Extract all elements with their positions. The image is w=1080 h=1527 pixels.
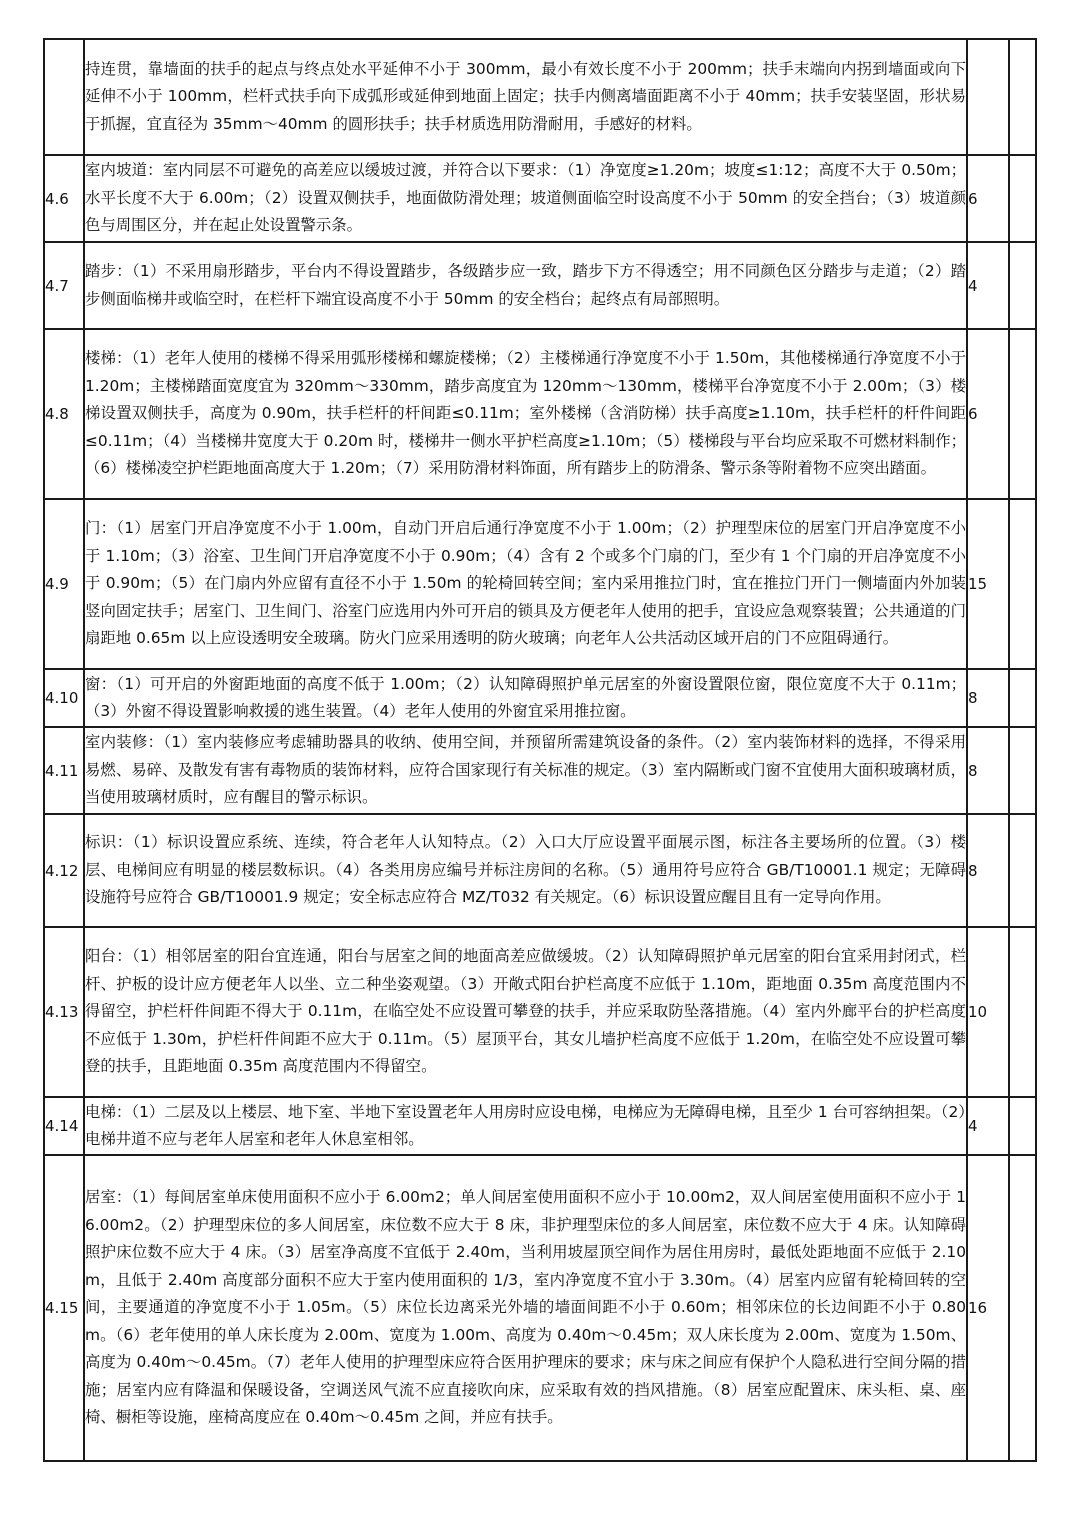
item-text: 标识：（1）标识设置应系统、连续，符合老年人认知特点。（2）入口大厅应设置平面展示图，标注各主要场所的位置。（3）楼层、电梯间应有明显的楼层数标识。（4）各类用房应编号并标注房间的名称。（5）通用符号应符合 GB/T10001.1 规定；无障碍设施符号应符合 GB/T10001.9 规定；安全标志应符合 MZ/T032 有关规定。（6）标识设置应醒目且有一定导向作用。 <box>84 814 967 927</box>
item-text: 居室：（1）每间居室单床使用面积不应小于 6.00m2；单人间居室使用面积不应小于 10.00m2，双人间居室使用面积不应小于 16.00m2。（2）护理型床位的多人间居室，床位数不应大于 8 床，非护理型床位的多人间居室，床位数不应大于 4 床。认知障碍照护床位数不应大于 4 床。（3）居室净高度不宜低于 2.40m，当利用坡屋顶空间作为居住用房时，最低处距地面不应低于 2.10m，且低于 2.40m 高度部分面积不应大于室内使用面积的 1/3，室内净宽度不宜小于 3.30m。（4）居室内应留有轮椅回转的空间，主要通道的净宽度不小于 1.05m。（5）床位长边离采光外墙的墙面间距不小于 0.60m；相邻床位的长边间距不小于 0.80m。（6）老年使用的单人床长度为 2.00m、宽度为 1.00m、高度为 0.40m～0.45m；双人床长度为 2.00m、宽度为 1.50m、高度为 0.40m～0.45m。（7）老年人使用的护理型床应符合医用护理床的要求；床与床之间应有保护个人隐私进行空间分隔的措施；居室内应有降温和保暖设备，空调送风气流不应直接吹向床，应采取有效的挡风措施。（8）居室应配置床、床头柜、桌、座椅、橱柜等设施，座椅高度应在 0.40m～0.45m 之间，并应有扶手。 <box>84 1155 967 1461</box>
item-number: 4.6 <box>44 155 84 242</box>
table-row <box>44 1097 1036 1155</box>
item-number: 4.12 <box>44 814 84 927</box>
table-row <box>44 814 1036 927</box>
item-score: 4 <box>967 242 1009 329</box>
item-text: 阳台：（1）相邻居室的阳台宜连通，阳台与居室之间的地面高差应做缓坡。（2）认知障碍照护单元居室的阳台宜采用封闭式，栏杆、护板的设计应方便老年人以坐、立二种坐姿观望。（3）开敞式阳台护栏高度不应低于 1.10m，距地面 0.35m 高度范围内不得留空，护栏杆件间距不得大于 0.11m，在临空处不应设置可攀登的扶手，并应采取防坠落措施。（4）室内外廊平台的护栏高度不应低于 1.30m，护栏杆件间距不应大于 0.11m。（5）屋顶平台，其女儿墙护栏高度不应低于 1.20m，在临空处不应设置可攀登的扶手，且距地面 0.35m 高度范围内不得留空。 <box>84 927 967 1097</box>
item-text: 门：（1）居室门开启净宽度不小于 1.00m，自动门开启后通行净宽度不小于 1.00m；（2）护理型床位的居室门开启净宽度不小于 1.10m；（3）浴室、卫生间门开启净宽度不小于 0.90m；（4）含有 2 个或多个门扇的门，至少有 1 个门扇的开启净宽度不小于 0.90m；（5）在门扇内外应留有直径不小于 1.50m 的轮椅回转空间；室内采用推拉门时，宜在推拉门开门一侧墙面内外加装竖向固定扶手；居室门、卫生间门、浴室门应选用内外可开启的锁具及方便老年人使用的把手，宜设应急观察装置；公共通道的门扇距地 0.65m 以上应设透明安全玻璃。防火门应采用透明的防火玻璃；向老年人公共活动区域开启的门不应阻碍通行。 <box>84 499 967 669</box>
item-number: 4.10 <box>44 669 84 727</box>
item-text: 电梯：（1）二层及以上楼层、地下室、半地下室设置老年人用房时应设电梯，电梯应为无障碍电梯，且至少 1 台可容纳担架。（2）电梯井道不应与老年人居室和老年人休息室相邻。 <box>84 1097 967 1155</box>
item-score: 15 <box>967 499 1009 669</box>
item-number <box>44 39 84 155</box>
empty-cell <box>1009 1097 1036 1155</box>
empty-cell <box>1009 1155 1036 1461</box>
item-number: 4.14 <box>44 1097 84 1155</box>
item-text: 持连贯，靠墙面的扶手的起点与终点处水平延伸不小于 300mm，最小有效长度不小于 200mm；扶手末端向内拐到墙面或向下延伸不小于 100mm，栏杆式扶手向下成弧形或延伸到地面上固定；扶手内侧离墙面距离不小于 40mm；扶手安装坚固，形状易于抓握，宜直径为 35mm～40mm 的圆形扶手；扶手材质选用防滑耐用，手感好的材料。 <box>84 39 967 155</box>
empty-cell <box>1009 669 1036 727</box>
item-number: 4.7 <box>44 242 84 329</box>
item-score: 6 <box>967 155 1009 242</box>
item-number: 4.8 <box>44 329 84 499</box>
item-number: 4.9 <box>44 499 84 669</box>
table-row <box>44 329 1036 499</box>
table-row <box>44 155 1036 242</box>
table-row <box>44 727 1036 814</box>
item-text: 窗：（1）可开启的外窗距地面的高度不低于 1.00m；（2）认知障碍照护单元居室的外窗设置限位窗，限位宽度不大于 0.11m；（3）外窗不得设置影响救援的逃生装置。（4）老年人使用的外窗宜采用推拉窗。 <box>84 669 967 727</box>
table-row <box>44 242 1036 329</box>
item-text: 室内坡道：室内同层不可避免的高差应以缓坡过渡，并符合以下要求：（1）净宽度≥1.20m；坡度≤1:12；高度不大于 0.50m；水平长度不大于 6.00m；（2）设置双侧扶手，地面做防滑处理；坡道侧面临空时设高度不小于 50mm 的安全挡台；（3）坡道颜色与周围区分，并在起止处设置警示条。 <box>84 155 967 242</box>
item-score: 8 <box>967 727 1009 814</box>
item-score: 8 <box>967 669 1009 727</box>
item-number: 4.15 <box>44 1155 84 1461</box>
empty-cell <box>1009 499 1036 669</box>
item-text: 楼梯：（1）老年人使用的楼梯不得采用弧形楼梯和螺旋楼梯；（2）主楼梯通行净宽度不小于 1.50m，其他楼梯通行净宽度不小于 1.20m；主楼梯踏面宽度宜为 320mm～330mm，踏步高度宜为 120mm～130mm，楼梯平台净宽度不小于 2.00m；（3）楼梯设置双侧扶手，高度为 0.90m，扶手栏杆的杆间距≤0.11m；室外楼梯（含消防梯）扶手高度≥1.10m，扶手栏杆的杆件间距≤0.11m；（4）当楼梯井宽度大于 0.20m 时，楼梯井一侧水平护栏高度≥1.10m；（5）楼梯段与平台均应采取不可燃材料制作；（6）楼梯凌空护栏距地面高度大于 1.20m；（7）采用防滑材料饰面，所有踏步上的防滑条、警示条等附着物不应突出踏面。 <box>84 329 967 499</box>
table-row <box>44 1155 1036 1461</box>
standard-table <box>43 38 1037 1462</box>
item-number: 4.13 <box>44 927 84 1097</box>
item-score <box>967 39 1009 155</box>
item-score: 16 <box>967 1155 1009 1461</box>
table-row <box>44 39 1036 155</box>
item-score: 4 <box>967 1097 1009 1155</box>
item-score: 8 <box>967 814 1009 927</box>
empty-cell <box>1009 727 1036 814</box>
item-number: 4.11 <box>44 727 84 814</box>
empty-cell <box>1009 814 1036 927</box>
item-text: 踏步：（1）不采用扇形踏步，平台内不得设置踏步，各级踏步应一致，踏步下方不得透空；用不同颜色区分踏步与走道；（2）踏步侧面临梯井或临空时，在栏杆下端宜设高度不小于 50mm 的安全档台；起终点有局部照明。 <box>84 242 967 329</box>
table-row <box>44 499 1036 669</box>
table-row <box>44 927 1036 1097</box>
empty-cell <box>1009 242 1036 329</box>
table-row <box>44 669 1036 727</box>
empty-cell <box>1009 927 1036 1097</box>
item-score: 10 <box>967 927 1009 1097</box>
empty-cell <box>1009 329 1036 499</box>
empty-cell <box>1009 155 1036 242</box>
empty-cell <box>1009 39 1036 155</box>
item-text: 室内装修：（1）室内装修应考虑辅助器具的收纳、使用空间，并预留所需建筑设备的条件。（2）室内装饰材料的选择，不得采用易燃、易碎、及散发有害有毒物质的装饰材料，应符合国家现行有关标准的规定。（3）室内隔断或门窗不宜使用大面积玻璃材质，当使用玻璃材质时，应有醒目的警示标识。 <box>84 727 967 814</box>
item-score: 6 <box>967 329 1009 499</box>
